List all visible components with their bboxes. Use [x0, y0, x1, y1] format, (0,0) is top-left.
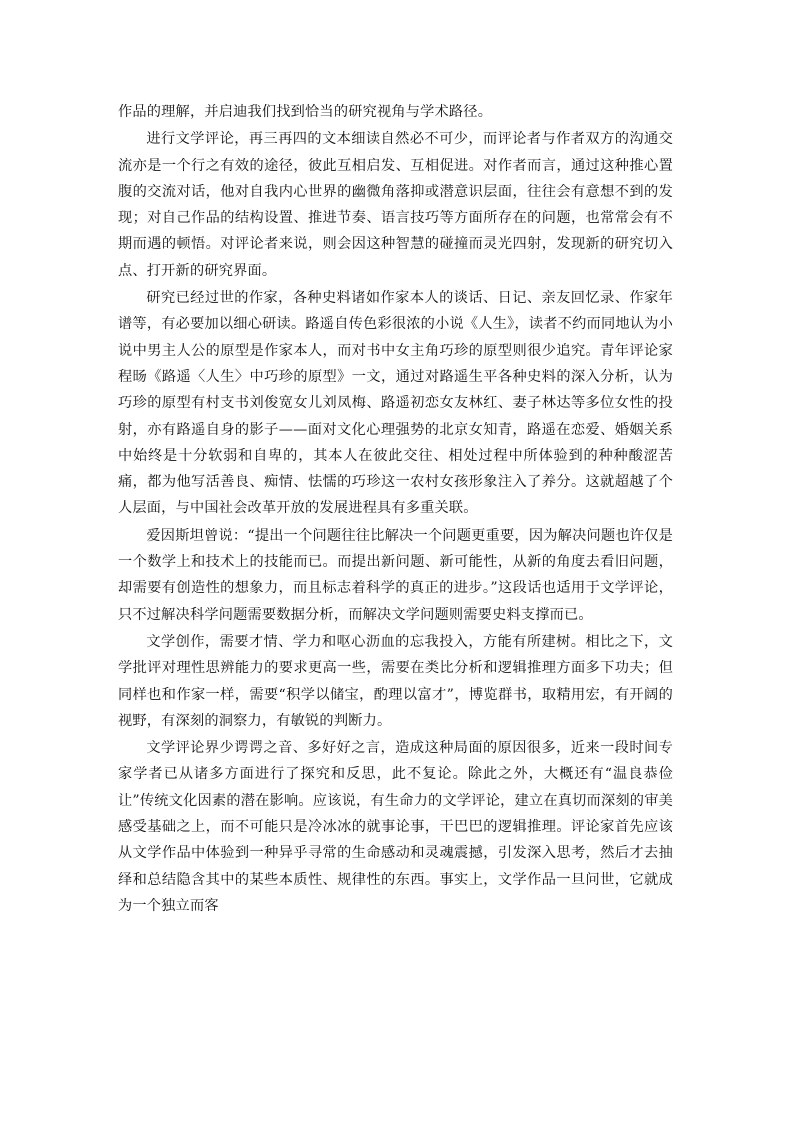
paragraph-communication: 进行文学评论，再三再四的文本细读自然必不可少，而评论者与作者双方的沟通交流亦是一个行之有效的途径，彼此互相启发、互相促进。对作者而言，通过这种推心置腹的交流对话，他对自我内心世界的幽微角落抑或潜意识层面，往往会有意想不到的发现；对自己作品的结构设置、推进节奏、语言技巧等方面所存在的问题，也常常会有不期而遇的顿悟。对评论者来说，则会因这种智慧的碰撞而灵光四射，发现新的研究切入点、打开新的研究界面。: [118, 131, 673, 279]
article-body: [118, 99, 673, 919]
paragraph-continued: 作品的理解，并启迪我们找到恰当的研究视角与学术路径。: [118, 104, 493, 120]
paragraph-historical-materials: 研究已经过世的作家，各种史料诸如作家本人的谈话、日记、亲友回忆录、作家年谱等，有必要加以细心研读。路遥自传色彩很浓的小说《人生》，读者不约而同地认为小说中男主人公的原型是作家本人，而对书中女主角巧珍的原型则很少追究。青年评论家程旸《路遥〈人生〉中巧珍的原型》一文，通过对路遥生平各种史料的深入分析，认为巧珍的原型有村支书刘俊宽女儿刘凤梅、路遥初恋女友林红、妻子林达等多位女性的投射，亦有路遥自身的影子——面对文化心理强势的北京女知青，路遥在恋爱、婚姻关系中始终是十分软弱和自卑的，其本人在彼此交往、相处过程中所体验到的种种酸涩苦痛，都为他写活善良、痴情、怯懦的巧珍这一农村女孩形象注入了养分。这就超越了个人层面，与中国社会改革开放的发展进程具有多重关联。: [118, 290, 673, 517]
paragraph-critical-voice: 文学评论界少谔谔之音、多好好之言，造成这种局面的原因很多，近来一段时间专家学者已从诸多方面进行了探究和反思，此不复论。除此之外，大概还有“温良恭俭让”传统文化因素的潜在影响。应该说，有生命力的文学评论，建立在真切而深刻的审美感受基础之上，而不可能只是冷冰冰的就事论事，干巴巴的逻辑推理。评论家首先应该从文学作品中体验到一种异乎寻常的生命感动和灵魂震撼，引发深入思考，然后才去抽绎和总结隐含其中的某些本质性、规律性的东西。事实上，文学作品一旦问世，它就成为一个独立而客: [118, 740, 673, 914]
paragraph-literary-creation: 文学创作，需要才情、学力和呕心沥血的忘我投入，方能有所建树。相比之下，文学批评对理性思辨能力的要求更高一些，需要在类比分析和逻辑推理方面多下功夫；但同样也和作家一样，需要“积学以储宝，酌理以富才”，博览群书，取精用宏，有开阔的视野，有深刻的洞察力，有敏锐的判断力。: [118, 633, 673, 729]
paragraph-einstein-quote: 爱因斯坦曾说：“提出一个问题往往比解决一个问题更重要，因为解决问题也许仅是一个数学上和技术上的技能而已。而提出新问题、新可能性，从新的角度去看旧问题，却需要有创造性的想象力，而且标志着科学的真正的进步。”这段话也适用于文学评论，只不过解决科学问题需要数据分析，而解决文学问题则需要史料支撑而已。: [118, 527, 673, 623]
